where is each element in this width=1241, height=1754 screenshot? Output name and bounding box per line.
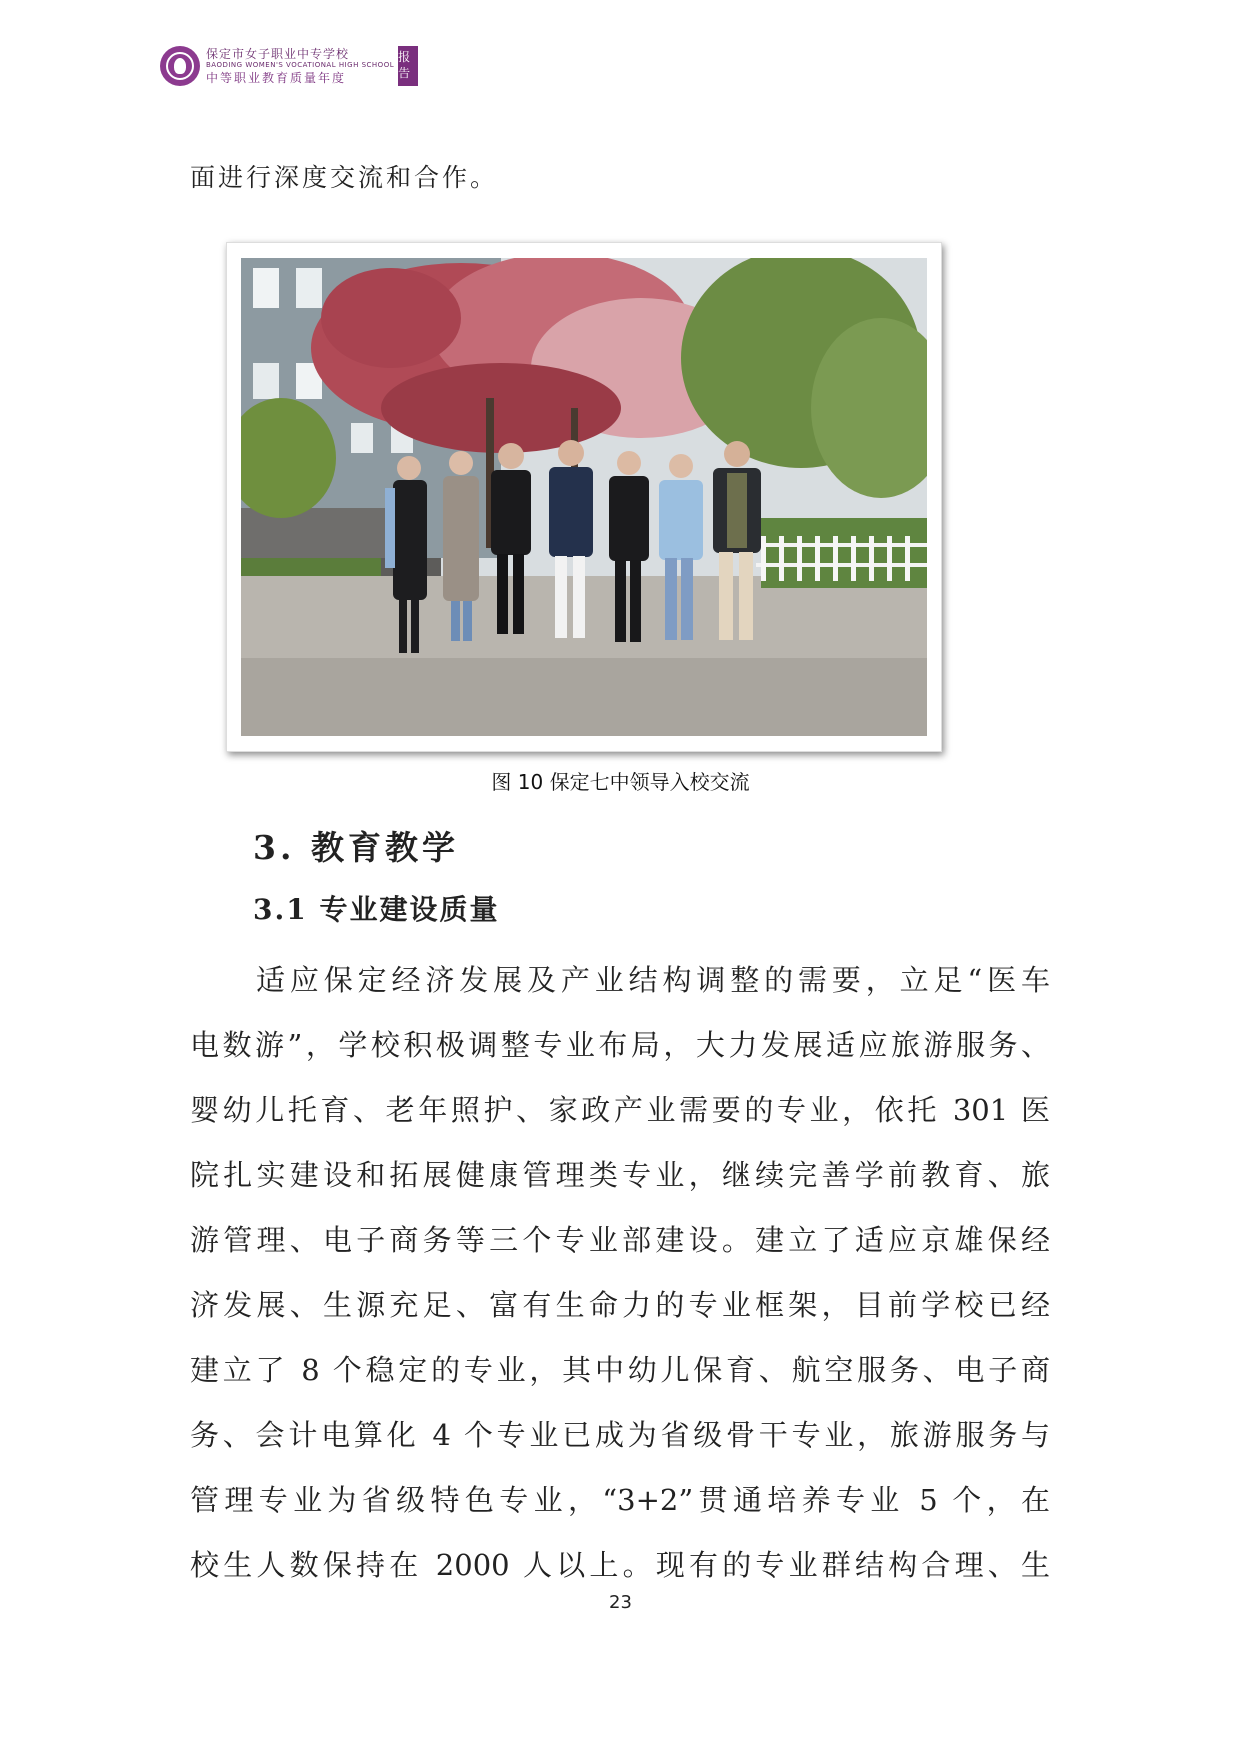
paragraph-line: 济发展、生源充足、富有生命力的专业框架，目前学校已经 xyxy=(190,1288,1050,1322)
header-report-badge: 报告 xyxy=(398,46,418,86)
paragraph-line: 校生人数保持在 2000 人以上。现有的专业群结构合理、生 xyxy=(190,1548,1050,1582)
figure-frame xyxy=(226,242,942,752)
header-school-name: 保定市女子职业中专学校 xyxy=(206,47,350,61)
body-paragraph xyxy=(190,948,1050,1598)
header-report-title: 中等职业教育质量年度 xyxy=(206,71,347,85)
paragraph-line: 游管理、电子商务等三个专业部建设。建立了适应京雄保经 xyxy=(190,1223,1050,1257)
paragraph-line: 院扎实建设和拓展健康管理类专业，继续完善学前教育、旅 xyxy=(190,1158,1050,1192)
paragraph-line: 适应保定经济发展及产业结构调整的需要，立足“医车 xyxy=(256,963,1050,997)
document-header xyxy=(160,44,418,88)
figure-caption: 图 10 保定七中领导入校交流 xyxy=(491,770,750,794)
header-english-name: BAODING WOMEN'S VOCATIONAL HIGH SCHOOL xyxy=(206,61,395,69)
page-number: 23 xyxy=(609,1592,632,1613)
group-photo xyxy=(241,258,927,736)
section-heading: 3. 教育教学 xyxy=(253,828,459,867)
group-photo-illustration xyxy=(241,258,927,736)
paragraph-line: 管理专业为省级特色专业，“3+2”贯通培养专业 5 个，在 xyxy=(190,1483,1050,1517)
paragraph-line: 建立了 8 个稳定的专业，其中幼儿保育、航空服务、电子商 xyxy=(190,1353,1050,1387)
school-logo-icon xyxy=(160,46,200,86)
header-text xyxy=(206,48,394,84)
subsection-heading: 3.1 专业建设质量 xyxy=(253,893,500,926)
paragraph-line: 婴幼儿托育、老年照护、家政产业需要的专业，依托 301 医 xyxy=(190,1093,1050,1127)
paragraph-line: 务、会计电算化 4 个专业已成为省级骨干专业，旅游服务与 xyxy=(190,1418,1050,1452)
paragraph-line: 电数游”，学校积极调整专业布局，大力发展适应旅游服务、 xyxy=(190,1028,1050,1062)
intro-line: 面进行深度交流和合作。 xyxy=(190,163,499,192)
